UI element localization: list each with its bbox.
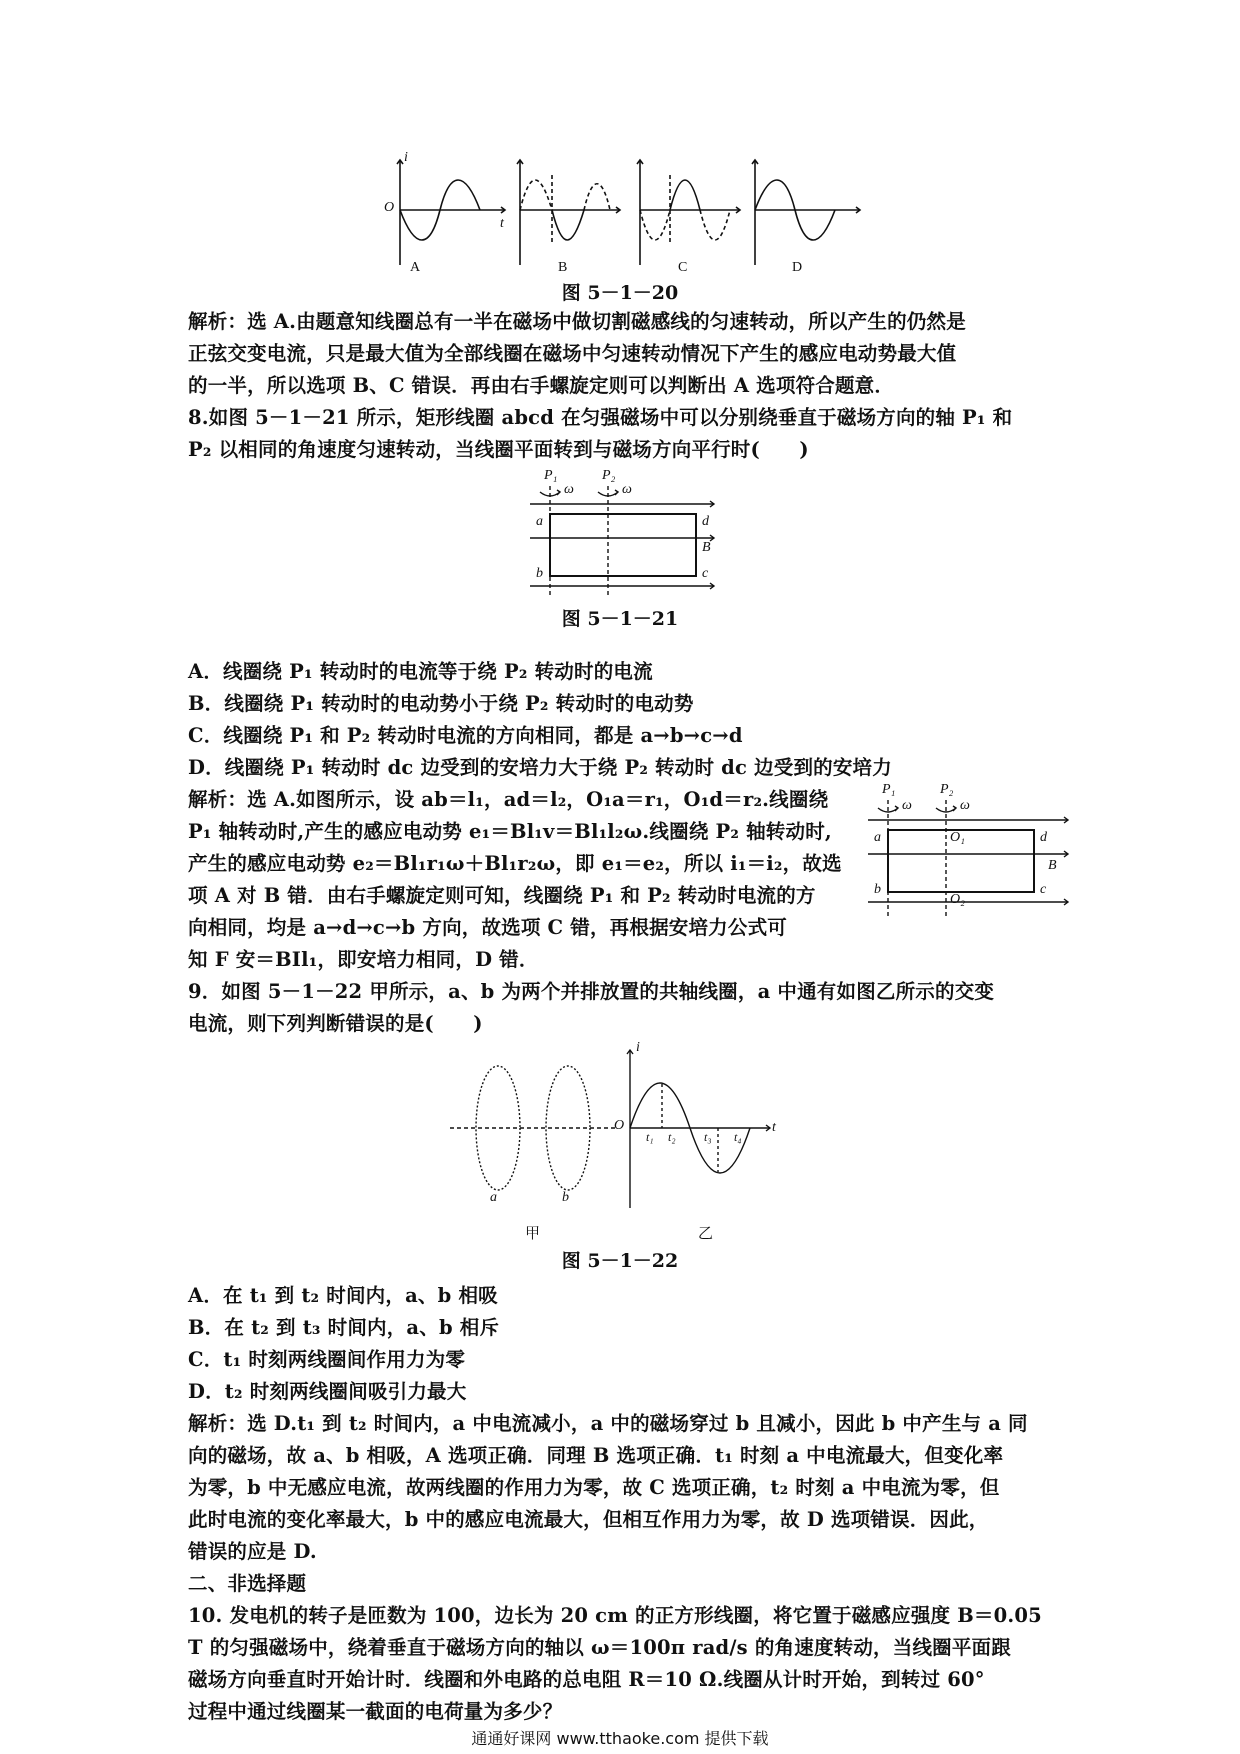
- fig22-origin: O: [614, 1118, 625, 1133]
- fig22-label-yi: 乙: [698, 1224, 714, 1242]
- fig22-caption: 图 5－1－22: [561, 1250, 679, 1272]
- fig21-omega-1: ω: [564, 482, 574, 497]
- q9-option-a: A．在 t₁ 到 t₂ 时间内，a、b 相吸: [188, 1284, 498, 1307]
- q8-side-p2: P₂: [940, 782, 954, 797]
- q8-option-d: D．线圈绕 P₁ 转动时 dc 边受到的安培力大于绕 P₂ 转动时 dc 边受到的安培力: [188, 756, 892, 779]
- q10-line-4: 过程中通过线圈某一截面的电荷量为多少？: [188, 1700, 563, 1723]
- fig20-option-c: C: [678, 260, 688, 275]
- q8-side-omega-1: ω: [902, 798, 912, 813]
- fig22-tick-t4: t₄: [734, 1130, 742, 1144]
- fig22-axis-i: i: [636, 1040, 640, 1055]
- q10-line-1: 10. 发电机的转子是匝数为 100，边长为 20 cm 的正方形线圈，将它置于磁感应强度 B＝0.05: [188, 1604, 1042, 1627]
- q9-solution-line-5: 错误的应是 D.: [188, 1540, 317, 1563]
- q8-side-diagram: [868, 780, 1073, 920]
- q8-solution-line-4: 项 A 对 B 错．由右手螺旋定则可知，线圈绕 P₁ 和 P₂ 转动时电流的方: [188, 884, 816, 907]
- fig21-c: c: [702, 566, 709, 581]
- q9-solution-line-2: 向的磁场，故 a、b 相吸，A 选项正确．同理 B 选项正确．t₁ 时刻 a 中电流最大，但变化率: [188, 1444, 1004, 1467]
- q8-side-o2: O₂: [950, 892, 965, 907]
- q8-solution-figure: [868, 780, 1073, 920]
- fig22-tick-t3: t₃: [704, 1130, 712, 1144]
- q8-side-b: b: [874, 882, 881, 897]
- page-footer: 通通好课网 www.tthaoke.com 提供下载: [471, 1729, 769, 1748]
- fig20-option-d: D: [792, 260, 803, 275]
- q9-option-c: C．t₁ 时刻两线圈间作用力为零: [188, 1348, 466, 1371]
- q9-solution-line-3: 为零，b 中无感应电流，故两线圈的作用力为零，故 C 选项正确，t₂ 时刻 a 中电流为零，但: [188, 1476, 1000, 1499]
- fig20-axis-i: i: [404, 150, 408, 165]
- fig21-b-field: B: [702, 540, 711, 555]
- fig20-axis-t: t: [500, 216, 504, 231]
- q8-side-omega-2: ω: [960, 798, 970, 813]
- q7-solution-line-2: 正弦交变电流，只是最大值为全部线圈在磁场中匀速转动情况下产生的感应电动势最大值: [188, 342, 957, 365]
- q8-stem-line-2: P₂ 以相同的角速度匀速转动，当线圈平面转到与磁场方向平行时( ): [188, 438, 809, 461]
- section-heading: 二、非选择题: [188, 1572, 307, 1595]
- fig21-p1: P₁: [544, 468, 558, 483]
- q9-stem-line-1: 9．如图 5－1－22 甲所示，a、b 为两个并排放置的共轴线圈，a 中通有如图乙所示的交变: [188, 980, 995, 1003]
- fig22-tick-t2: t₂: [668, 1130, 676, 1144]
- q8-solution-line-3: 产生的感应电动势 e₂＝Bl₁r₁ω＋Bl₁r₂ω，即 e₁＝e₂，所以 i₁＝i₂，故选: [188, 852, 842, 875]
- q8-option-a: A．线圈绕 P₁ 转动时的电流等于绕 P₂ 转动时的电流: [188, 660, 653, 683]
- figure-5-1-21: [530, 468, 720, 598]
- fig21-b: b: [536, 566, 543, 581]
- q9-stem-line-2: 电流，则下列判断错误的是( ): [188, 1012, 483, 1035]
- fig20-option-b: B: [558, 260, 568, 275]
- fig21-p2: P₂: [602, 468, 616, 483]
- q9-solution-line-1: 解析：选 D.t₁ 到 t₂ 时间内，a 中电流减小，a 中的磁场穿过 b 且减小，因此 b 中产生与 a 同: [188, 1412, 1028, 1435]
- figure-5-1-20: [380, 150, 880, 280]
- q9-option-d: D．t₂ 时刻两线圈间吸引力最大: [188, 1380, 467, 1403]
- fig22-coil-b: b: [562, 1190, 569, 1205]
- q7-solution-line-3: 的一半，所以选项 B、C 错误．再由右手螺旋定则可以判断出 A 选项符合题意．: [188, 374, 895, 397]
- q8-stem-line-1: 8.如图 5－1－21 所示，矩形线圈 abcd 在匀强磁场中可以分别绕垂直于磁场方向的轴 P₁ 和: [188, 406, 1013, 429]
- fig22-axis-t: t: [772, 1120, 776, 1135]
- q8-solution-line-6: 知 F 安＝BIl₁，即安培力相同，D 错．: [188, 948, 539, 971]
- q9-option-b: B．在 t₂ 到 t₃ 时间内，a、b 相斥: [188, 1316, 500, 1339]
- q8-side-c: c: [1040, 882, 1047, 897]
- q10-line-2: T 的匀强磁场中，绕着垂直于磁场方向的轴以 ω＝100π rad/s 的角速度转动，当线圈平面跟: [188, 1636, 1011, 1659]
- q8-side-a: a: [874, 830, 881, 845]
- q8-side-d: d: [1040, 830, 1047, 845]
- q8-solution-line-2: P₁ 轴转动时,产生的感应电动势 e₁＝Bl₁v＝Bl₁l₂ω.线圈绕 P₂ 轴转动时,: [188, 820, 832, 843]
- fig20-caption: 图 5－1－20: [561, 282, 679, 304]
- fig21-caption: 图 5－1－21: [561, 608, 679, 630]
- fig21-omega-2: ω: [622, 482, 632, 497]
- fig20-graphs: [380, 150, 880, 280]
- fig21-a: a: [536, 514, 543, 529]
- q7-solution-line-1: 解析：选 A.由题意知线圈总有一半在磁场中做切割磁感线的匀速转动，所以产生的仍然是: [188, 310, 966, 333]
- fig22-label-jia: 甲: [525, 1224, 541, 1242]
- q8-side-p1: P₁: [882, 782, 896, 797]
- figure-5-1-22: [450, 1040, 790, 1220]
- q8-option-b: B．线圈绕 P₁ 转动时的电动势小于绕 P₂ 转动时的电动势: [188, 692, 694, 715]
- fig20-option-a: A: [410, 260, 421, 275]
- fig20-origin: O: [384, 200, 395, 215]
- q8-solution-line-5: 向相同，均是 a→d→c→b 方向，故选项 C 错，再根据安培力公式可: [188, 916, 787, 939]
- q9-solution-line-4: 此时电流的变化率最大，b 中的感应电流最大，但相互作用力为零，故 D 选项错误．因此，: [188, 1508, 989, 1531]
- fig22-coil-a: a: [490, 1190, 497, 1205]
- fig22-tick-t1: t₁: [646, 1130, 654, 1144]
- fig21-d: d: [702, 514, 709, 529]
- q8-solution-line-1: 解析：选 A.如图所示，设 ab＝l₁，ad＝l₂，O₁a＝r₁，O₁d＝r₂.线圈绕: [188, 788, 829, 811]
- q8-side-b-field: B: [1048, 858, 1057, 873]
- q10-line-3: 磁场方向垂直时开始计时．线圈和外电路的总电阻 R＝10 Ω.线圈从计时开始，到转过 60°: [188, 1668, 985, 1691]
- q8-option-c: C．线圈绕 P₁ 和 P₂ 转动时电流的方向相同，都是 a→b→c→d: [188, 724, 743, 747]
- q8-side-o1: O₁: [950, 830, 965, 845]
